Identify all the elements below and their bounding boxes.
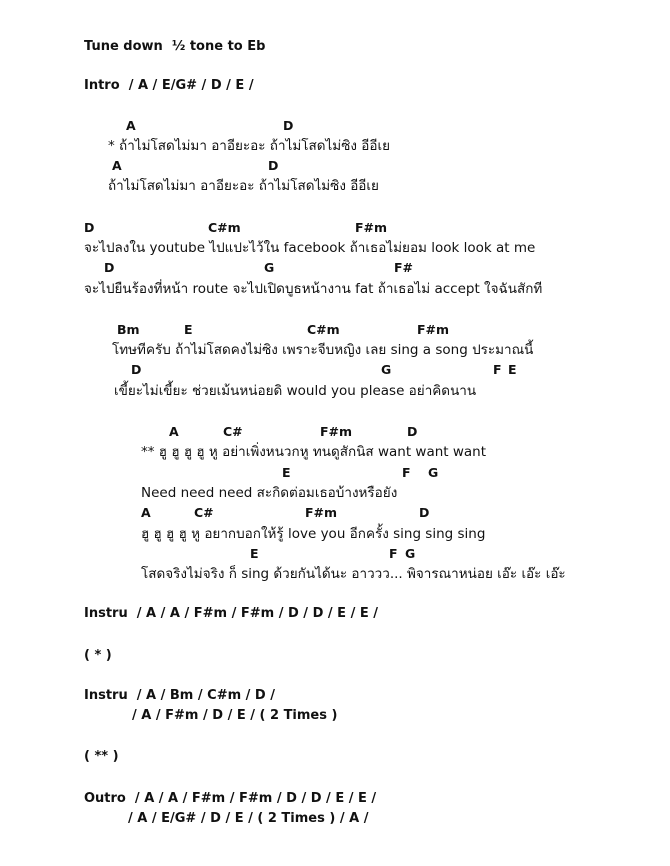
outro-line-continued: / A / E/G# / D / E / ( 2 Times ) / A /	[128, 811, 369, 826]
chord: F#	[394, 260, 414, 275]
chord: G	[381, 362, 392, 377]
lyric-line: ฮู ฮู ฮู ฮู หู อยากบอกให้รู้ love you อีกครั้ง sing sing sing	[141, 526, 486, 542]
chord: D	[268, 158, 279, 173]
chord: F	[389, 546, 398, 561]
chord: E	[282, 465, 291, 480]
chord: F	[402, 465, 411, 480]
chord: C#	[223, 424, 243, 439]
chord: E	[184, 322, 193, 337]
lyric-line: จะไปลงใน youtube ไปแปะไว้ใน facebook ถ้าเธอไม่ยอม look look at me	[84, 240, 536, 256]
lyric-line: * ถ้าไม่โสดไม่มา อาอียะอะ ถ้าไม่โสดไม่ซิง อีอีเย	[108, 138, 390, 154]
chord: A	[112, 158, 122, 173]
repeat-verse-marker: ( * )	[84, 648, 112, 663]
lyric-line: ** ฮู ฮู ฮู ฮู หู อย่าเพิ่งหนวกหู ทนดูสักนิส want want want	[141, 444, 487, 460]
chord: F	[493, 362, 502, 377]
chord: C#	[194, 505, 214, 520]
chord: A	[141, 505, 151, 520]
chord: F#m	[305, 505, 338, 520]
chord: E	[508, 362, 517, 377]
chord: F#m	[417, 322, 450, 337]
chord: F#m	[355, 220, 388, 235]
instru-line-continued: / A / F#m / D / E / ( 2 Times )	[132, 708, 338, 723]
lyric-line: ถ้าไม่โสดไม่มา อาอียะอะ ถ้าไม่โสดไม่ซิง อีอีเย	[108, 178, 379, 194]
instru-line: Instru / A / Bm / C#m / D /	[84, 688, 275, 703]
chord: A	[126, 118, 136, 133]
instru-line: Instru / A / A / F#m / F#m / D / D / E / E /	[84, 606, 379, 621]
chord: D	[104, 260, 115, 275]
chord: D	[419, 505, 430, 520]
chord: C#m	[307, 322, 340, 337]
repeat-chorus-marker: ( ** )	[84, 749, 119, 764]
chord: F#m	[320, 424, 353, 439]
chord: D	[131, 362, 142, 377]
chord: A	[169, 424, 179, 439]
lyric-line: เขี้ยะไม่เขี้ยะ ช่วยเม้นหน่อยดิ would you please อย่าคิดนาน	[114, 383, 477, 399]
chord: D	[84, 220, 95, 235]
tuning-note: Tune down ½ tone to Eb	[84, 39, 266, 54]
lyric-line: จะไปยืนร้องที่หน้า route จะไปเปิดบูธหน้างาน fat ถ้าเธอไม่ accept ใจฉันสักที	[84, 281, 543, 297]
lyric-line: โทษทีครับ ถ้าไม่โสดคงไม่ซิง เพราะจีบหญิง เลย sing a song ประมาณนี้	[112, 342, 534, 358]
chord: G	[264, 260, 275, 275]
chord: G	[428, 465, 439, 480]
lyric-line: Need need need สะกิดต่อมเธอบ้างหรือยัง	[141, 485, 398, 501]
lyric-line: โสดจริงไม่จริง ก็ sing ด้วยกันได้นะ อาววว... พิจารณาหน่อย เอ๊ะ เอ๊ะ เอ๊ะ	[141, 566, 566, 582]
chord: E	[250, 546, 259, 561]
intro-line: Intro / A / E/G# / D / E /	[84, 78, 254, 93]
outro-line: Outro / A / A / F#m / F#m / D / D / E / E /	[84, 791, 377, 806]
chord: C#m	[208, 220, 241, 235]
chord: G	[405, 546, 416, 561]
chord: Bm	[117, 322, 140, 337]
chord: D	[283, 118, 294, 133]
chord: D	[407, 424, 418, 439]
